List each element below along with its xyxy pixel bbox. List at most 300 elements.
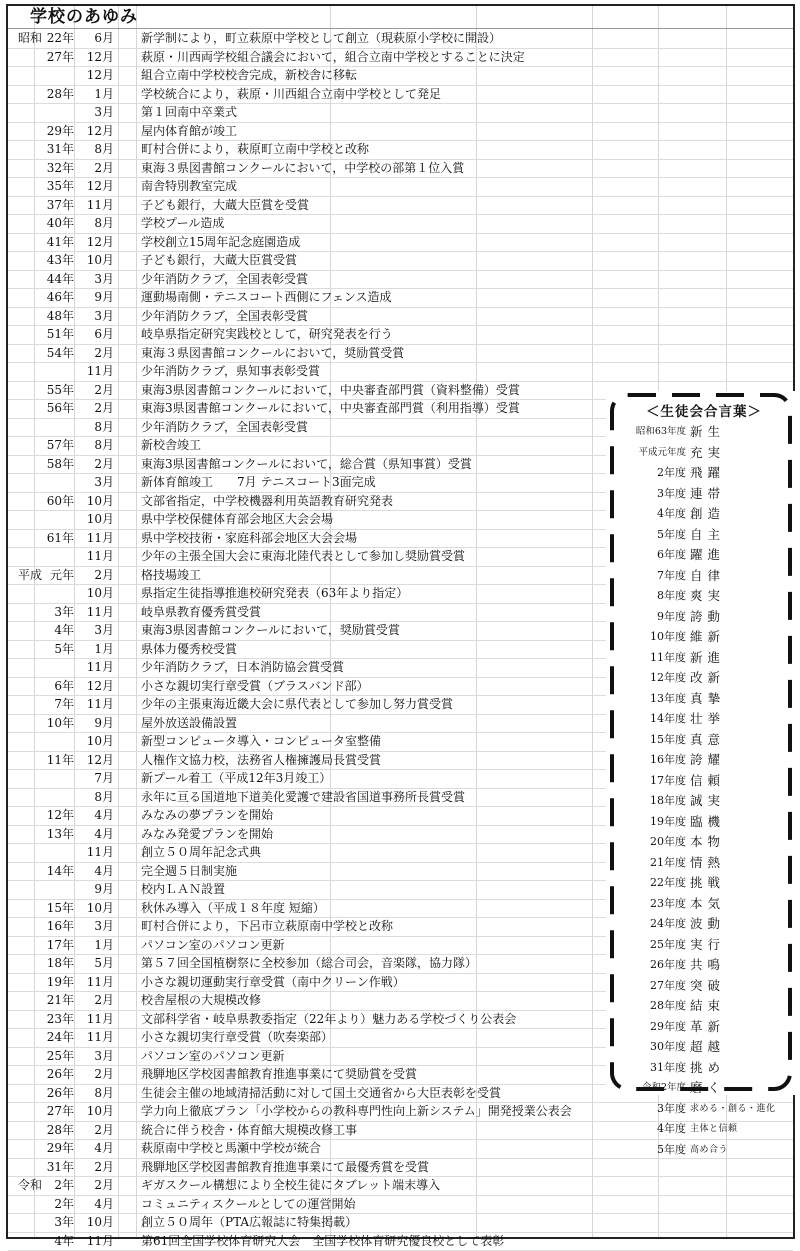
slogan-row <box>606 566 796 587</box>
year-cell: 21年 <box>42 991 74 1010</box>
month-cell: 11月 <box>76 695 114 714</box>
slogan-word: 超越 <box>690 1037 725 1058</box>
table-row <box>8 122 793 142</box>
slogan-row <box>606 689 796 710</box>
month-cell: 10月 <box>76 732 114 751</box>
month-cell: 12月 <box>76 122 114 141</box>
month-cell: 10月 <box>76 1102 114 1121</box>
slogan-year: 18年度 <box>650 791 686 812</box>
slogan-row <box>606 873 796 894</box>
slogan-year: 25年度 <box>650 935 686 956</box>
slogan-word: 挑戦 <box>690 873 725 894</box>
month-cell: 3月 <box>76 621 114 640</box>
slogan-year: 22年度 <box>650 873 686 894</box>
month-cell: 12月 <box>76 177 114 196</box>
table-row <box>8 214 793 234</box>
event-cell: 校内ＬＡＮ設置 <box>141 880 225 899</box>
slogan-row <box>606 1058 796 1079</box>
slogan-year: 17年度 <box>650 771 686 792</box>
event-cell: 創立５０周年（PTA広報誌に特集掲載） <box>141 1213 357 1232</box>
month-cell: 10月 <box>76 584 114 603</box>
event-cell: みなみ発愛プランを開始 <box>141 825 273 844</box>
year-cell: 7年 <box>42 695 74 714</box>
month-cell: 10月 <box>76 251 114 270</box>
year-cell: 24年 <box>42 1028 74 1047</box>
page-title: 学校のあゆみ <box>30 6 138 28</box>
month-cell: 4月 <box>76 806 114 825</box>
year-cell: 13年 <box>42 825 74 844</box>
slogan-word: 爽実 <box>690 586 725 607</box>
event-cell: 東海3県図書館コンクールにおいて，中央審査部門賞（資料整備）受賞 <box>141 381 520 400</box>
era-cell: 令和 <box>14 1176 42 1195</box>
year-cell: 23年 <box>42 1010 74 1029</box>
slogan-year: 昭和63年度 <box>636 422 686 443</box>
slogan-row <box>606 709 796 730</box>
slogan-row <box>606 914 796 935</box>
month-cell: 2月 <box>76 344 114 363</box>
slogan-word: 躍進 <box>690 545 725 566</box>
slogan-year: 28年度 <box>650 996 686 1017</box>
event-cell: 東海３県図書館コンクールにおいて，奨励賞受賞 <box>141 344 404 363</box>
slogan-word: 充実 <box>690 443 725 464</box>
slogan-row <box>606 586 796 607</box>
event-cell: 小さな親切実行章受賞（吹奏楽部） <box>141 1028 333 1047</box>
slogan-word: 臨機 <box>690 812 725 833</box>
slogan-row <box>606 955 796 976</box>
month-cell: 11月 <box>76 529 114 548</box>
month-cell: 8月 <box>76 436 114 455</box>
event-cell: 少年消防クラブ，全国表彰受賞 <box>141 307 308 326</box>
year-cell: 51年 <box>42 325 74 344</box>
table-row <box>8 344 793 364</box>
event-cell: 萩原南中学校と馬瀬中学校が統合 <box>141 1139 321 1158</box>
month-cell: 3月 <box>76 307 114 326</box>
slogan-word: 維新 <box>690 627 725 648</box>
table-row <box>8 233 793 253</box>
event-cell: 少年消防クラブ，全国表彰受賞 <box>141 270 308 289</box>
year-cell: 3年 <box>42 1213 74 1232</box>
year-cell: 2年 <box>42 1176 74 1195</box>
event-cell: 東海3県図書館コンクールにおいて，中央審査部門賞（利用指導）受賞 <box>141 399 520 418</box>
month-cell: 9月 <box>76 714 114 733</box>
slogan-year: 2年度 <box>657 463 686 484</box>
slogan-year: 21年度 <box>650 853 686 874</box>
slogan-word: 創造 <box>690 504 725 525</box>
month-cell: 12月 <box>76 677 114 696</box>
month-cell: 4月 <box>76 1139 114 1158</box>
year-cell: 14年 <box>42 862 74 881</box>
event-cell: 少年の主張東海近畿大会に県代表として参加し努力賞受賞 <box>141 695 453 714</box>
slogan-word: 波動 <box>690 914 725 935</box>
event-cell: 学校創立15周年記念庭園造成 <box>141 233 300 252</box>
month-cell: 10月 <box>76 1213 114 1232</box>
slogan-year: 23年度 <box>650 894 686 915</box>
slogan-year: 29年度 <box>650 1017 686 1038</box>
slogan-word: 壮挙 <box>690 709 725 730</box>
slogan-year: 15年度 <box>650 730 686 751</box>
year-cell: 26年 <box>42 1084 74 1103</box>
month-cell: 9月 <box>76 288 114 307</box>
month-cell: 12月 <box>76 48 114 67</box>
event-cell: 創立５０周年記念式典 <box>141 843 261 862</box>
slogan-word: 新生 <box>690 422 725 443</box>
month-cell: 11月 <box>76 196 114 215</box>
month-cell: 7月 <box>76 769 114 788</box>
slogan-row <box>606 463 796 484</box>
month-cell: 2月 <box>76 566 114 585</box>
slogan-year: 3年度 <box>657 484 686 505</box>
year-cell: 4年 <box>42 1232 74 1251</box>
year-cell: 31年 <box>42 140 74 159</box>
year-cell: 27年 <box>42 48 74 67</box>
title-bar <box>8 6 793 29</box>
slogan-word: 共鳴 <box>690 955 725 976</box>
table-row <box>8 1158 793 1178</box>
slogan-row <box>606 996 796 1017</box>
month-cell: 12月 <box>76 751 114 770</box>
slogan-row <box>606 607 796 628</box>
event-cell: 町村合併により，下呂市立萩原南中学校と改称 <box>141 917 393 936</box>
slogan-row <box>606 894 796 915</box>
slogan-year: 11年度 <box>650 648 686 669</box>
year-cell: 22年 <box>42 29 74 48</box>
event-cell: 少年消防クラブ，県知事表彰受賞 <box>141 362 320 381</box>
event-cell: 新学制により，町立萩原中学校として創立（現萩原小学校に開設） <box>141 29 501 48</box>
year-cell: 3年 <box>42 603 74 622</box>
event-cell: 萩原・川西両学校組合議会において，組合立南中学校とすることに決定 <box>141 48 525 67</box>
table-row <box>8 362 793 382</box>
event-cell: 格技場竣工 <box>141 566 201 585</box>
month-cell: 2月 <box>76 455 114 474</box>
event-cell: 県体力優秀校受賞 <box>141 640 237 659</box>
event-cell: 第５７回全国植樹祭に全校参加（総合司会，音楽隊，協力隊） <box>141 954 477 973</box>
year-cell: 44年 <box>42 270 74 289</box>
slogan-word: 本気 <box>690 894 725 915</box>
event-cell: 学校プール造成 <box>141 214 224 233</box>
slogan-word: 実行 <box>690 935 725 956</box>
history-sheet <box>6 4 795 1239</box>
month-cell: 6月 <box>76 29 114 48</box>
month-cell: 4月 <box>76 862 114 881</box>
slogan-year: 16年度 <box>650 750 686 771</box>
slogan-year: 10年度 <box>650 627 686 648</box>
year-cell: 29年 <box>42 1139 74 1158</box>
slogan-word: 結束 <box>690 996 725 1017</box>
year-cell: 60年 <box>42 492 74 511</box>
month-cell: 4月 <box>76 825 114 844</box>
slogan-word: 改新 <box>690 668 725 689</box>
year-cell: 2年 <box>42 1195 74 1214</box>
year-cell: 28年 <box>42 85 74 104</box>
slogan-year: 14年度 <box>650 709 686 730</box>
slogan-year: 20年度 <box>650 832 686 853</box>
month-cell: 3月 <box>76 917 114 936</box>
month-cell: 8月 <box>76 788 114 807</box>
slogan-word: 挑め <box>690 1058 725 1079</box>
slogan-word: 連帯 <box>690 484 725 505</box>
table-row <box>8 177 793 197</box>
slogan-year: 31年度 <box>650 1058 686 1079</box>
month-cell: 11月 <box>76 1232 114 1251</box>
era-cell: 平成 <box>14 566 42 585</box>
event-cell: 生徒会主催の地域清掃活動に対して国土交通省から大臣表彰を受賞 <box>141 1084 501 1103</box>
month-cell: 3月 <box>76 103 114 122</box>
year-cell: 19年 <box>42 973 74 992</box>
slogan-row <box>606 1017 796 1038</box>
slogan-row <box>606 1037 796 1058</box>
month-cell: 10月 <box>76 899 114 918</box>
year-cell: 15年 <box>42 899 74 918</box>
month-cell: 11月 <box>76 843 114 862</box>
year-cell: 54年 <box>42 344 74 363</box>
event-cell: 屋内体育館が竣工 <box>141 122 237 141</box>
slogan-row <box>606 504 796 525</box>
table-row <box>8 1195 793 1215</box>
year-cell: 16年 <box>42 917 74 936</box>
slogan-word: 自律 <box>690 566 725 587</box>
year-cell: 35年 <box>42 177 74 196</box>
event-cell: 秋休み導入（平成１８年度 短縮） <box>141 899 325 918</box>
table-row <box>8 85 793 105</box>
year-cell: 10年 <box>42 714 74 733</box>
slogan-year: 4年度 <box>657 504 686 525</box>
event-cell: 人権作文協力校，法務省人権擁護局長賞受賞 <box>141 751 381 770</box>
event-cell: 運動場南側・テニスコート西側にフェンス造成 <box>141 288 392 307</box>
event-cell: 学校統合により，萩原・川西組合立南中学校として発足 <box>141 85 441 104</box>
event-cell: 県指定生徒指導推進校研究発表（63年より指定） <box>141 584 408 603</box>
slogan-year: 12年度 <box>650 668 686 689</box>
month-cell: 8月 <box>76 214 114 233</box>
event-cell: 学力向上徹底プラン「小学校からの教科専門性向上新システム」開発授業公表会 <box>141 1102 572 1121</box>
slogan-word: 信頼 <box>690 771 725 792</box>
event-cell: 第61回全国学校体育研究大会 全国学校体育研究優良校として表彰 <box>141 1232 504 1251</box>
slogan-row <box>606 443 796 464</box>
table-row <box>8 48 793 68</box>
table-row <box>8 251 793 271</box>
slogan-row <box>606 812 796 833</box>
slogan-year: 13年度 <box>650 689 686 710</box>
month-cell: 11月 <box>76 1010 114 1029</box>
slogan-word: 情熱 <box>690 853 725 874</box>
month-cell: 11月 <box>76 658 114 677</box>
year-cell: 31年 <box>42 1158 74 1177</box>
year-cell: 28年 <box>42 1121 74 1140</box>
event-cell: 子ども銀行，大蔵大臣賞を受賞 <box>141 196 309 215</box>
slogan-row <box>606 525 796 546</box>
year-cell: 27年 <box>42 1102 74 1121</box>
year-cell: 25年 <box>42 1047 74 1066</box>
slogan-year: 24年度 <box>650 914 686 935</box>
year-cell: 40年 <box>42 214 74 233</box>
event-cell: パソコン室のパソコン更新 <box>141 1047 285 1066</box>
slogan-year: 7年度 <box>657 566 686 587</box>
slogan-word: 誇耀 <box>690 750 725 771</box>
month-cell: 12月 <box>76 66 114 85</box>
slogan-row <box>606 627 796 648</box>
event-cell: 組合立南中学校校舎完成，新校舎に移転 <box>141 66 357 85</box>
event-cell: 新プール着工（平成12年3月竣工） <box>141 769 331 788</box>
year-cell: 6年 <box>42 677 74 696</box>
slogan-year: 4年度 <box>657 1119 686 1140</box>
event-cell: 新体育館竣工 7月 テニスコート3面完成 <box>141 473 376 492</box>
month-cell: 3月 <box>76 473 114 492</box>
table-row <box>8 325 793 345</box>
event-cell: 東海3県図書館コンクールにおいて，奨励賞受賞 <box>141 621 400 640</box>
month-cell: 1月 <box>76 936 114 955</box>
slogan-row <box>606 935 796 956</box>
year-cell: 26年 <box>42 1065 74 1084</box>
year-cell: 41年 <box>42 233 74 252</box>
month-cell: 2月 <box>76 159 114 178</box>
event-cell: 統合に伴う校舎・体育館大規模改修工事 <box>141 1121 357 1140</box>
event-cell: 飛騨地区学校図書館教育推進事業にて最優秀賞を受賞 <box>141 1158 429 1177</box>
event-cell: 小さな親切運動実行章受賞（南中クリーン作戦） <box>141 973 405 992</box>
slogan-row <box>606 422 796 443</box>
year-cell: 5年 <box>42 640 74 659</box>
year-cell: 58年 <box>42 455 74 474</box>
table-row <box>8 307 793 327</box>
table-row <box>8 1176 793 1196</box>
slogan-word: 真意 <box>690 730 725 751</box>
slogan-row <box>606 853 796 874</box>
slogan-year: 30年度 <box>650 1037 686 1058</box>
table-row <box>8 103 793 123</box>
month-cell: 2月 <box>76 991 114 1010</box>
event-cell: 文部科学省・岐阜県教委指定（22年より）魅力ある学校づくり公表会 <box>141 1010 516 1029</box>
slogan-word: 求める・創る・進化 <box>690 1099 776 1120</box>
year-cell: 46年 <box>42 288 74 307</box>
year-cell: 61年 <box>42 529 74 548</box>
table-row <box>8 29 793 49</box>
year-cell: 18年 <box>42 954 74 973</box>
slogan-row <box>606 484 796 505</box>
month-cell: 2月 <box>76 1158 114 1177</box>
month-cell: 8月 <box>76 140 114 159</box>
year-cell: 29年 <box>42 122 74 141</box>
slogan-word: 高め合う <box>690 1140 728 1161</box>
month-cell: 11月 <box>76 603 114 622</box>
year-cell: 4年 <box>42 621 74 640</box>
event-cell: 新校舎竣工 <box>141 436 201 455</box>
era-cell: 昭和 <box>14 29 42 48</box>
event-cell: 南舎特別教室完成 <box>141 177 237 196</box>
slogan-row <box>606 1078 796 1099</box>
event-cell: 永年に亘る国道地下道美化愛護で建設省国道事務所長賞受賞 <box>141 788 465 807</box>
event-cell: みなみの夢プランを開始 <box>141 806 273 825</box>
slogan-year: 平成元年度 <box>638 443 686 464</box>
month-cell: 2月 <box>76 1176 114 1195</box>
month-cell: 2月 <box>76 1065 114 1084</box>
slogan-year: 19年度 <box>650 812 686 833</box>
year-cell: 57年 <box>42 436 74 455</box>
event-cell: 新型コンピュータ導入・コンピュータ室整備 <box>141 732 381 751</box>
slogan-row <box>606 1140 796 1161</box>
month-cell: 11月 <box>76 547 114 566</box>
slogan-year: 5年度 <box>657 525 686 546</box>
event-cell: 完全週５日制実施 <box>141 862 237 881</box>
year-cell: 55年 <box>42 381 74 400</box>
event-cell: 飛騨地区学校図書館教育推進事業にて奨励賞を受賞 <box>141 1065 417 1084</box>
slogan-row <box>606 1099 796 1120</box>
slogan-box <box>606 391 796 1095</box>
slogan-row <box>606 648 796 669</box>
year-cell: 37年 <box>42 196 74 215</box>
slogan-word: 主体と信頼 <box>690 1119 738 1140</box>
month-cell: 8月 <box>76 418 114 437</box>
year-cell: 43年 <box>42 251 74 270</box>
event-cell: 東海3県図書館コンクールにおいて，総合賞（県知事賞）受賞 <box>141 455 472 474</box>
event-cell: 文部省指定，中学校機器利用英語教育研究発表 <box>141 492 393 511</box>
slogan-row <box>606 791 796 812</box>
slogan-year: 令和2年度 <box>642 1078 686 1099</box>
slogan-word: 自主 <box>690 525 725 546</box>
event-cell: 東海３県図書館コンクールにおいて，中学校の部第１位入賞 <box>141 159 464 178</box>
year-cell: 32年 <box>42 159 74 178</box>
month-cell: 6月 <box>76 325 114 344</box>
slogan-year: 3年度 <box>657 1099 686 1120</box>
slogan-word: 新進 <box>690 648 725 669</box>
month-cell: 10月 <box>76 492 114 511</box>
slogan-row <box>606 976 796 997</box>
slogan-word: 本物 <box>690 832 725 853</box>
event-cell: 町村合併により，萩原町立南中学校と改称 <box>141 140 369 159</box>
slogan-word: 革新 <box>690 1017 725 1038</box>
table-row <box>8 1232 793 1251</box>
slogan-word: 誠実 <box>690 791 725 812</box>
month-cell: 8月 <box>76 1084 114 1103</box>
slogan-year: 6年度 <box>657 545 686 566</box>
month-cell: 12月 <box>76 233 114 252</box>
event-cell: 少年消防クラブ，日本消防協会賞受賞 <box>141 658 344 677</box>
slogan-year: 27年度 <box>650 976 686 997</box>
month-cell: 2月 <box>76 399 114 418</box>
table-row <box>8 196 793 216</box>
slogan-row <box>606 750 796 771</box>
event-cell: 岐阜県指定研究実践校として，研究発表を行う <box>141 325 393 344</box>
slogan-row <box>606 730 796 751</box>
event-cell: 校舎屋根の大規模改修 <box>141 991 261 1010</box>
year-cell: 12年 <box>42 806 74 825</box>
month-cell: 11月 <box>76 1028 114 1047</box>
year-cell: 11年 <box>42 751 74 770</box>
event-cell: ギガスクール構想により全校生徒にタブレット端末導入 <box>141 1176 440 1195</box>
table-row <box>8 1213 793 1233</box>
event-cell: 岐阜県教育優秀賞受賞 <box>141 603 261 622</box>
month-cell: 3月 <box>76 1047 114 1066</box>
slogan-year: 8年度 <box>657 586 686 607</box>
event-cell: 小さな親切実行章受賞（ブラスバンド部） <box>141 677 369 696</box>
slogan-word: 突破 <box>690 976 725 997</box>
year-cell: 元年 <box>42 566 74 585</box>
month-cell: 5月 <box>76 954 114 973</box>
event-cell: コミュニティスクールとしての運営開始 <box>141 1195 356 1214</box>
event-cell: 県中学校技術・家庭科部会地区大会会場 <box>141 529 357 548</box>
month-cell: 2月 <box>76 381 114 400</box>
month-cell: 2月 <box>76 1121 114 1140</box>
slogan-year: 9年度 <box>657 607 686 628</box>
month-cell: 4月 <box>76 1195 114 1214</box>
month-cell: 11月 <box>76 362 114 381</box>
table-row <box>8 66 793 86</box>
slogan-word: 磨く <box>690 1078 725 1099</box>
slogan-heading: ＜生徒会合言葉＞ <box>620 400 788 420</box>
slogan-word: 誇動 <box>690 607 725 628</box>
slogan-row <box>606 832 796 853</box>
year-cell: 48年 <box>42 307 74 326</box>
slogan-year: 5年度 <box>657 1140 686 1161</box>
event-cell: 子ども銀行，大蔵大臣賞受賞 <box>141 251 297 270</box>
month-cell: 11月 <box>76 973 114 992</box>
